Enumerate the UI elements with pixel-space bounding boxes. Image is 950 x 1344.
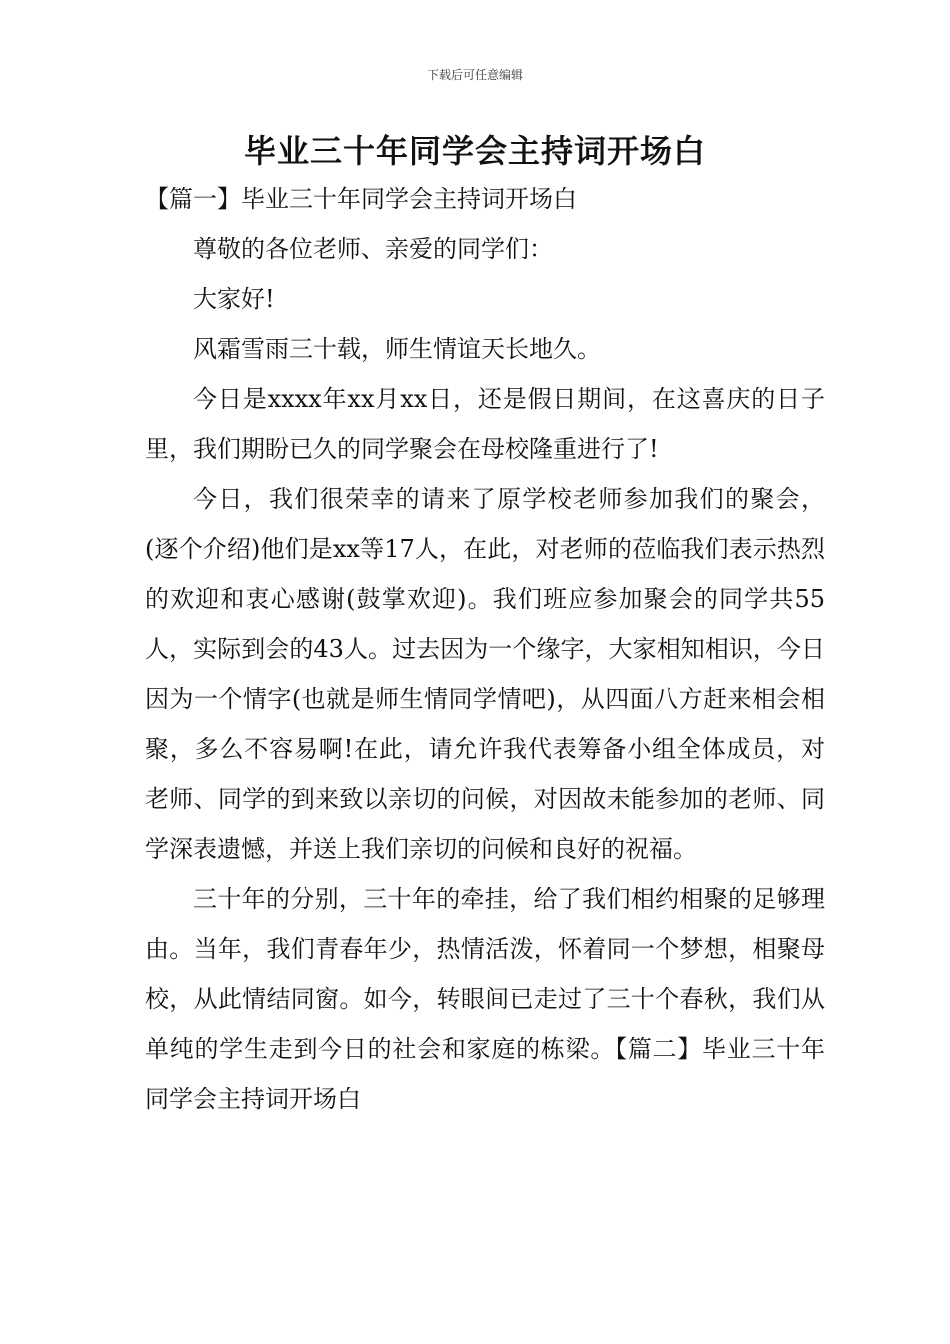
document-body bbox=[145, 174, 825, 1124]
paragraph-theme: 风霜雪雨三十载，师生情谊天长地久。 bbox=[193, 335, 601, 363]
document-title: 毕业三十年同学会主持词开场白 bbox=[243, 132, 706, 170]
paragraph-hello: 大家好! bbox=[193, 285, 275, 313]
paragraph-thirty-years: 三十年的分别，三十年的牵挂，给了我们相约相聚的足够理由。当年，我们青春年少，热情活泼，怀着同一个梦想，相聚母校，从此情结同窗。如今，转眼间已走过了三十个春秋，我们从单纯的学生走到今日的社会和家庭的栋梁。【篇二】毕业三十年同学会主持词开场白 bbox=[145, 885, 825, 1113]
page-header-note: 下载后可任意编辑 bbox=[426, 68, 523, 82]
paragraph-greeting: 尊敬的各位老师、亲爱的同学们： bbox=[193, 235, 553, 263]
paragraph-date: 今日是xxxx年xx月xx日，还是假日期间，在这喜庆的日子里，我们期盼已久的同学聚会在母校隆重进行了! bbox=[145, 385, 825, 463]
section-heading: 【篇一】毕业三十年同学会主持词开场白 bbox=[145, 185, 577, 213]
paragraph-teachers: 今日，我们很荣幸的请来了原学校老师参加我们的聚会，(逐个介绍)他们是xx等17人，在此，对老师的莅临我们表示热烈的欢迎和衷心感谢(鼓掌欢迎)。我们班应参加聚会的同学共55人，实际到会的43人。过去因为一个缘字，大家相知相识，今日因为一个情字(也就是师生情同学情吧)，从四面八方赶来相会相聚，多么不容易啊!在此，请允许我代表筹备小组全体成员，对老师、同学的到来致以亲切的问候，对因故未能参加的老师、同学深表遗憾，并送上我们亲切的问候和良好的祝福。 bbox=[145, 485, 825, 863]
